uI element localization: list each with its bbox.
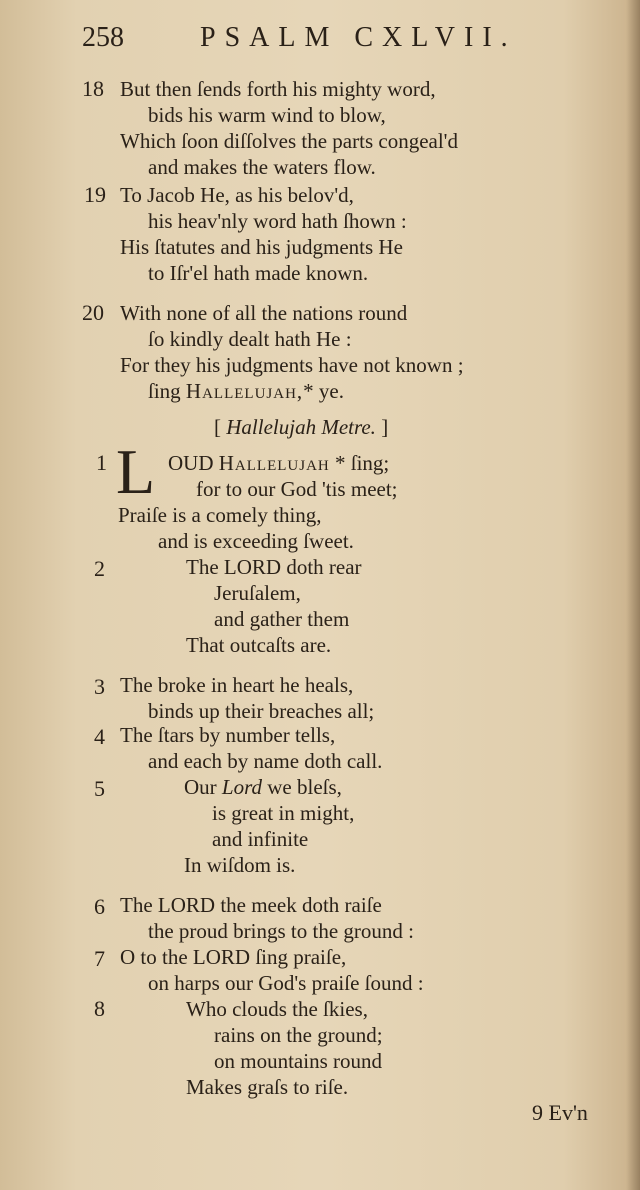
verse-line: [168, 450, 389, 476]
verse-line: With none of all the nations round: [120, 301, 408, 325]
verse-line: on harps our God's praiſe ſound :: [148, 971, 424, 995]
drop-cap: L: [116, 436, 156, 507]
verse-number: 20: [82, 300, 104, 325]
verse-number: 5: [94, 776, 105, 801]
verse-line-part: * ye.: [303, 379, 344, 403]
verse-line: is great in might,: [212, 801, 355, 825]
metre-title: Hallelujah Metre.: [226, 415, 376, 439]
page-number: 258: [82, 22, 124, 53]
verse-line: Praiſe is a comely thing,: [118, 503, 322, 527]
catchword: 9 Ev'n: [532, 1100, 588, 1125]
verse-line: for to our God 'tis meet;: [196, 477, 398, 501]
verse-line: and gather them: [214, 607, 350, 631]
verse-line: The broke in heart he heals,: [120, 673, 354, 697]
verse-line: on mountains round: [214, 1049, 382, 1073]
hallelujah-smallcaps: Hallelujah: [218, 451, 330, 475]
metre-heading: [214, 414, 388, 440]
verse-line: In wiſdom is.: [184, 853, 296, 877]
verse-line-part: we bleſs,: [262, 775, 342, 799]
verse-line: and makes the waters flow.: [148, 155, 376, 179]
lord-italic: Lord: [221, 775, 262, 799]
verse-number: 19: [84, 182, 106, 207]
verse-line-part: Our: [184, 775, 222, 799]
running-title: PSALM CXLVII.: [200, 22, 517, 53]
verse-line: Who clouds the ſkies,: [186, 997, 368, 1021]
verse-number: 2: [94, 556, 105, 581]
verse-number: 4: [94, 724, 105, 749]
verse-line: Jeruſalem,: [214, 581, 301, 605]
verse-line: The LORD the meek doth raiſe: [120, 893, 382, 917]
verse-line: and is exceeding ſweet.: [158, 529, 354, 553]
verse-line: [184, 774, 342, 800]
verse-number: 1: [96, 450, 107, 475]
verse-number: 6: [94, 894, 105, 919]
verse-line: to Iſr'el hath made known.: [148, 261, 369, 285]
verse-line: O to the LORD ſing praiſe,: [120, 945, 347, 969]
verse-line-part: OUD: [168, 451, 219, 475]
verse-line: the proud brings to the ground :: [148, 919, 414, 943]
verse-line: His ſtatutes and his judgments He: [120, 235, 403, 259]
verse-line: That outcaſts are.: [186, 633, 332, 657]
verse-line: ſo kindly dealt hath He :: [148, 327, 352, 351]
verse-line: The ſtars by number tells,: [120, 723, 336, 747]
verse-line: The LORD doth rear: [186, 555, 362, 579]
verse-line: binds up their breaches all;: [148, 699, 375, 723]
verse-line: To Jacob He, as his belov'd,: [120, 183, 354, 207]
verse-line: bids his warm wind to blow,: [148, 103, 386, 127]
verse-line: For they his judgments have not known ;: [120, 353, 464, 377]
verse-line: But then ſends forth his mighty word,: [120, 77, 436, 101]
verse-number: 3: [94, 674, 105, 699]
verse-line: rains on the ground;: [214, 1023, 383, 1047]
verse-line: Which ſoon diſſolves the parts congeal'd: [120, 129, 458, 153]
hallelujah-smallcaps: Hallelujah,: [185, 379, 304, 403]
verse-number: 8: [94, 996, 105, 1021]
page-edge-shadow: [626, 0, 640, 1190]
verse-number: 7: [94, 946, 105, 971]
verse-line: and each by name doth call.: [148, 749, 383, 773]
verse-line: and infinite: [212, 827, 309, 851]
running-header: [82, 22, 562, 62]
verse-line-part: * ſing;: [329, 451, 390, 475]
verse-number: 18: [82, 76, 104, 101]
bracket-open: [: [214, 415, 227, 439]
verse-line-part: ſing: [148, 379, 186, 403]
verse-line: Makes graſs to riſe.: [186, 1075, 349, 1099]
verse-line: his heav'nly word hath ſhown :: [148, 209, 407, 233]
verse-line: [148, 378, 344, 404]
bracket-close: ]: [375, 415, 389, 439]
